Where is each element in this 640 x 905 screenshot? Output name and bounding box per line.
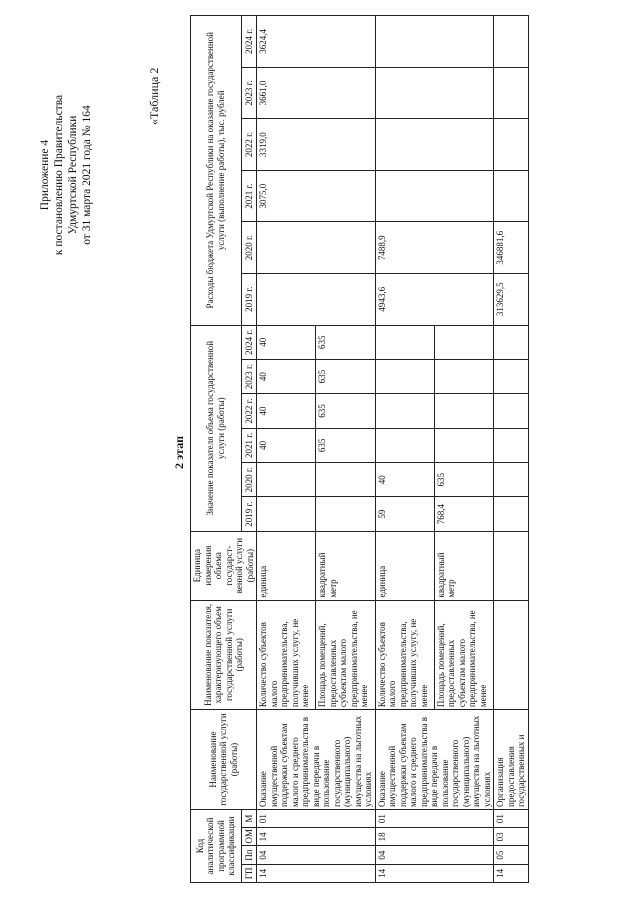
header-expense-year: 2022 г. — [241, 119, 256, 171]
code-cell: 14 — [375, 864, 494, 882]
indicator-cell: Площадь помещений, предоставленных субъектам малого предпринимательства, не менее — [316, 600, 375, 710]
header-expense-year: 2020 г. — [241, 222, 256, 274]
code-cell: 04 — [375, 846, 494, 864]
volume-cell — [494, 497, 529, 531]
header-indicator: Наименование показателя, характеризующего объем государственной услуги (работы) — [191, 600, 257, 710]
header-code-group: Код аналитической программной классификации — [191, 810, 242, 883]
expense-cell — [375, 170, 494, 222]
header-code-3: М — [241, 810, 256, 828]
volume-cell — [257, 463, 316, 497]
unit-cell: единица — [257, 531, 316, 600]
volume-cell — [434, 325, 493, 359]
indicator-cell: Площадь помещений, предоставленных субъектам малого предпринимательства, не менее — [434, 600, 493, 710]
document-header — [38, 45, 94, 305]
header-expense-year: 2019 г. — [241, 273, 256, 325]
volume-cell — [494, 359, 529, 393]
code-cell: 14 — [257, 828, 376, 846]
appendix-title: Приложение 4 — [39, 139, 51, 211]
expense-cell — [494, 119, 529, 171]
volume-cell — [375, 359, 434, 393]
code-cell: 18 — [375, 828, 494, 846]
indicator-cell: Количество субъектов малого предпринимательства, получивших услугу, не менее — [375, 600, 434, 710]
volume-cell: 40 — [375, 463, 434, 497]
expense-cell — [494, 170, 529, 222]
unit-cell: квадратный метр — [316, 531, 375, 600]
header-code-1: Пп — [241, 846, 256, 864]
volume-cell — [375, 428, 434, 462]
volume-cell — [494, 325, 529, 359]
header-service: Наименование государственной услуги (работы) — [191, 710, 257, 810]
expense-cell: 3075,0 — [257, 170, 376, 222]
volume-cell — [434, 359, 493, 393]
table-row — [257, 16, 316, 883]
volume-cell — [434, 394, 493, 428]
header-volume-year: 2024 г. — [241, 325, 256, 359]
header-volume-year: 2023 г. — [241, 359, 256, 393]
expense-cell: 3624,4 — [257, 16, 376, 68]
service-cell: Оказание имущественной поддержки субъектам малого и среднего предпринимательства в виде передачи в пользование государственного (муниципального) имущества на льготных условиях — [257, 710, 376, 810]
volume-cell — [316, 463, 375, 497]
volume-cell — [494, 463, 529, 497]
header-volume-group: Значение показателя объема государственной услуги (работы) — [191, 325, 242, 531]
stage-title: 2 этап — [172, 436, 186, 469]
header-line-3: от 31 марта 2021 года № 164 — [81, 105, 93, 245]
service-cell: Оказание имущественной поддержки субъектам малого и среднего предпринимательства в виде передачи в пользование государственного (муниципального) имущества на льготных условиях — [375, 710, 494, 810]
header-expense-group: Расходы бюджета Удмуртской Республики на оказание государственной услуги (выполнение работы), тыс. рублей — [191, 16, 242, 326]
code-cell: 04 — [257, 846, 376, 864]
code-cell: 05 — [494, 846, 529, 864]
volume-cell — [375, 394, 434, 428]
expense-cell — [375, 119, 494, 171]
expense-cell — [375, 67, 494, 119]
expense-cell — [494, 67, 529, 119]
expense-cell: 4943,6 — [375, 273, 494, 325]
volume-cell: 40 — [257, 359, 316, 393]
code-cell: 14 — [494, 864, 529, 882]
header-line-2: Удмуртской Республики — [67, 115, 79, 235]
volume-cell: 635 — [434, 463, 493, 497]
code-cell: 01 — [375, 810, 494, 828]
header-expense-year: 2024 г. — [241, 16, 256, 68]
code-cell: 14 — [257, 864, 376, 882]
expense-cell: 3661,0 — [257, 67, 376, 119]
expense-cell: 3319,0 — [257, 119, 376, 171]
volume-cell: 635 — [316, 325, 375, 359]
volume-cell: 40 — [257, 325, 316, 359]
expense-cell — [257, 222, 376, 274]
unit-cell — [494, 531, 529, 600]
volume-cell: 59 — [375, 497, 434, 531]
service-cell: Организация предоставления государственных и — [494, 710, 529, 810]
code-cell: 01 — [494, 810, 529, 828]
volume-cell: 635 — [316, 359, 375, 393]
volume-cell — [316, 497, 375, 531]
services-table — [190, 15, 529, 883]
unit-cell: единица — [375, 531, 434, 600]
volume-cell — [257, 497, 316, 531]
expense-cell: 346881,6 — [494, 222, 529, 274]
code-cell: 03 — [494, 828, 529, 846]
table-row — [375, 16, 434, 883]
header-line-1: к постановлению Правительства — [53, 94, 65, 256]
table-row — [494, 16, 529, 883]
indicator-cell: Количество субъектов малого предпринимательства, получивших услугу, не менее — [257, 600, 316, 710]
header-expense-year: 2021 г. — [241, 170, 256, 222]
header-volume-year: 2020 г. — [241, 463, 256, 497]
unit-cell: квадратный метр — [434, 531, 493, 600]
table-label: «Таблица 2 — [147, 67, 161, 125]
volume-cell: 40 — [257, 428, 316, 462]
header-volume-year: 2022 г. — [241, 394, 256, 428]
expense-cell: 313629,5 — [494, 273, 529, 325]
expense-cell: 7488,9 — [375, 222, 494, 274]
header-volume-year: 2021 г. — [241, 428, 256, 462]
expense-cell — [257, 273, 376, 325]
volume-cell: 635 — [316, 394, 375, 428]
volume-cell — [494, 428, 529, 462]
volume-cell — [434, 428, 493, 462]
code-cell: 01 — [257, 810, 376, 828]
header-code-2: ОМ — [241, 828, 256, 846]
header-expense-year: 2023 г. — [241, 67, 256, 119]
volume-cell — [375, 325, 434, 359]
expense-cell — [375, 16, 494, 68]
expense-cell — [494, 16, 529, 68]
volume-cell: 635 — [316, 428, 375, 462]
volume-cell: 40 — [257, 394, 316, 428]
volume-cell — [494, 394, 529, 428]
header-code-0: ГП — [241, 864, 256, 882]
indicator-cell — [494, 600, 529, 710]
volume-cell: 768,4 — [434, 497, 493, 531]
header-volume-year: 2019 г. — [241, 497, 256, 531]
header-unit: Единица измерения объема государст-венной услуги (работы) — [191, 531, 257, 600]
